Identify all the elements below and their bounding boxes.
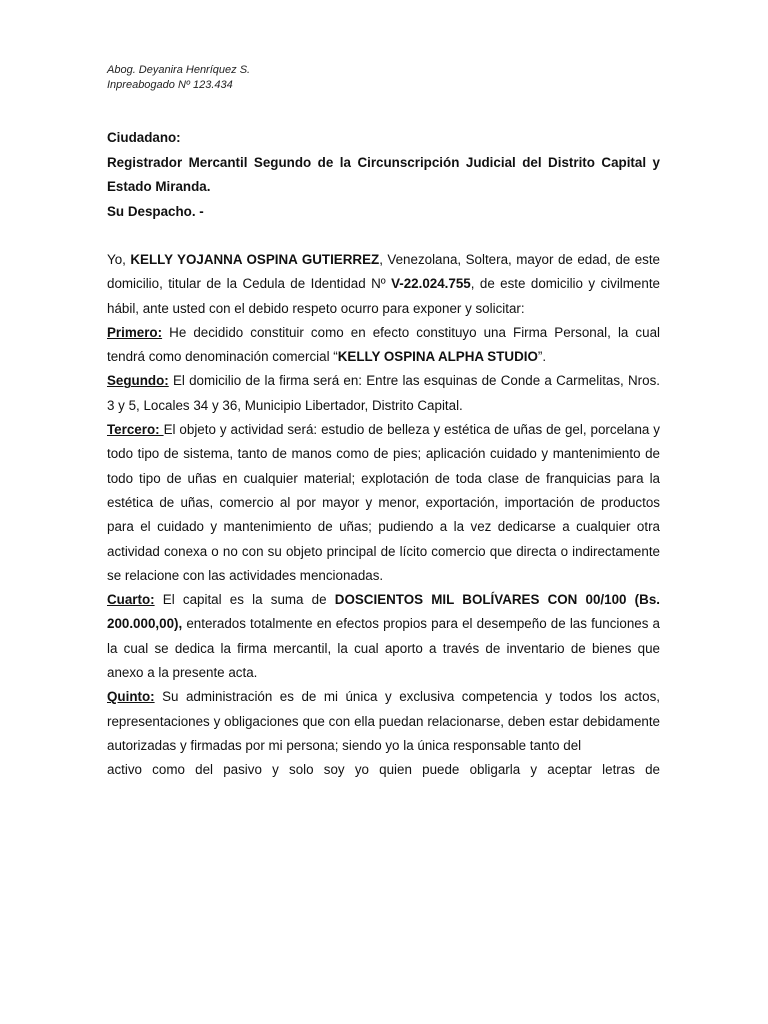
clause-text: Su administración es de mi única y exclusiva competencia y todos los actos, representaciones y obligaciones que con ella puedan relacionarse, deben estar debidamente autorizadas y firmadas por mi persona; siendo yo la única responsable tanto del xyxy=(107,689,660,753)
clause-label: Quinto: xyxy=(107,689,155,705)
intro-text-2: , Venezolana, Soltera, mayor de edad, de este domicilio, titular de la Cedula de Identidad Nº xyxy=(107,252,661,292)
clause-text-end: ”. xyxy=(537,349,547,365)
office: Su Despacho. - xyxy=(107,203,204,219)
clause-label: Cuarto: xyxy=(107,592,155,608)
clause-segundo xyxy=(107,369,660,418)
document-body xyxy=(107,248,660,783)
clause-tercero xyxy=(107,418,660,588)
clause-quinto xyxy=(107,685,660,758)
clause-label: Segundo: xyxy=(107,373,169,389)
capital-amount: DOSCIENTOS MIL BOLÍVARES CON 00/100 (Bs. 200.000,00), xyxy=(107,592,660,632)
clause-primero xyxy=(107,321,660,370)
clause-label: Primero: xyxy=(107,324,163,340)
clause-text: El objeto y actividad será: estudio de belleza y estética de uñas de gel, porcelana y todo tipo de sistema, tanto de manos como de pies; aplicación cuidado y mantenimiento de todo tipo de uñas en cualquier material; explotación de toda clase de franquicias para la estética de uñas, comercio al por mayor y menor, exportación, importación de productos para el cuidado y mantenimiento de uñas; pudiendo a la vez dedicarse a cualquier otra actividad conexa o no con su objeto principal de lícito comercio que directa o indirectamente se relacione con las actividades mencionadas. xyxy=(107,422,660,583)
clause-cuarto xyxy=(107,588,660,685)
lawyer-name: Abog. Deyanira Henríquez S. xyxy=(107,64,251,76)
clause-label: Tercero: xyxy=(107,422,164,438)
clause-quinto-continued: activo como del pasivo y solo soy yo quien puede obligarla y aceptar letras de xyxy=(107,762,660,778)
intro-text-1: Yo, xyxy=(107,252,131,267)
salutation: Ciudadano: xyxy=(107,130,181,145)
clause-text: He decidido constituir como en efecto constituyo una Firma Personal, la cual tendrá como denominación comercial “ xyxy=(107,324,660,365)
recipient: Registrador Mercantil Segundo de la Circunscripción Judicial del Distrito Capital y Estado Miranda. xyxy=(107,154,660,194)
intro-paragraph xyxy=(107,248,660,321)
clause-text-end: enterados totalmente en efectos propios para el desempeño de las funciones a la cual se dedica la firma mercantil, la cual aporto a través de inventario de bienes que anexo a la presente acta. xyxy=(107,616,660,681)
letterhead xyxy=(107,63,660,93)
applicant-id: V-22.024.755 xyxy=(391,276,471,292)
addressee-block xyxy=(107,126,660,224)
applicant-name: KELLY YOJANNA OSPINA GUTIERREZ xyxy=(130,252,380,267)
lawyer-registration: Inpreabogado Nº 123.434 xyxy=(107,79,233,91)
intro-text-3: , de este domicilio y civilmente hábil, ante usted con el debido respeto ocurro para exponer y solicitar: xyxy=(107,276,660,316)
clause-text: El domicilio de la firma será en: Entre las esquinas de Conde a Carmelitas, Nros. 3 y 5, Locales 34 y 36, Municipio Libertador, Distrito Capital. xyxy=(107,373,660,413)
firm-name: KELLY OSPINA ALPHA STUDIO xyxy=(337,349,538,365)
clause-text: El capital es la suma de xyxy=(154,592,335,608)
